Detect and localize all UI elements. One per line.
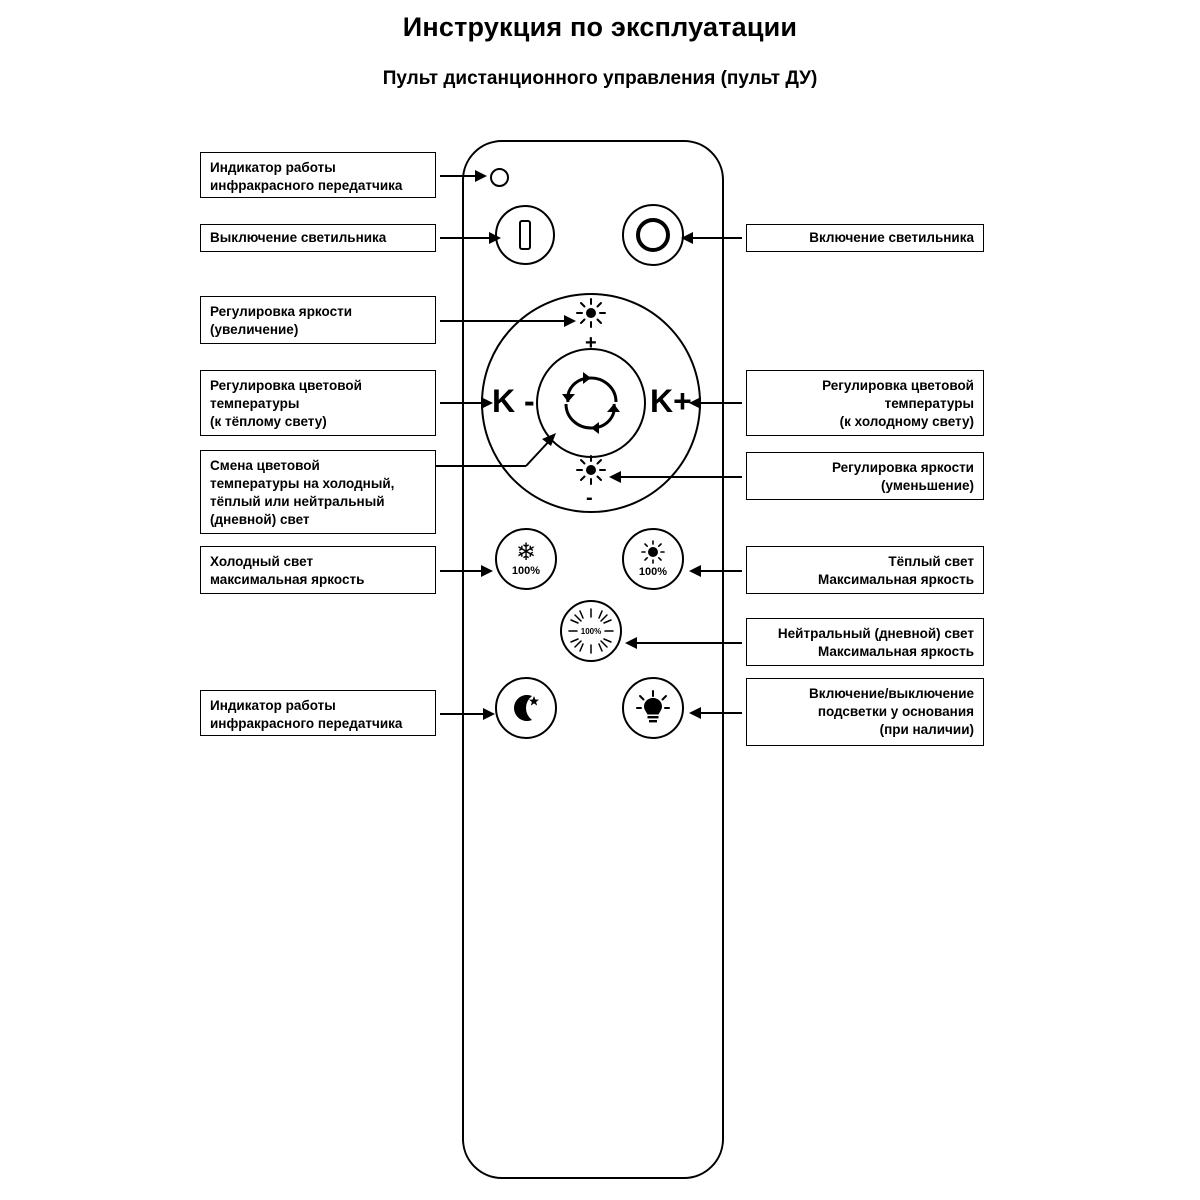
- arrow-neutral-max: [636, 642, 742, 644]
- arrow-cct-cool: [700, 402, 742, 404]
- arrow-cct-warm: [440, 402, 482, 404]
- page-subtitle: Пульт дистанционного управления (пульт ДУ): [382, 68, 818, 89]
- callout-night-mode: [200, 690, 436, 736]
- callout-cct-cool-line1: Регулировка цветовой: [822, 378, 974, 393]
- sun-down-icon[interactable]: [576, 455, 606, 485]
- callout-neutral-max-line1: Нейтральный (дневной) свет: [777, 626, 974, 641]
- callout-cct-cycle-line3: тёплый или нейтральный: [210, 493, 385, 509]
- callout-ir-indicator-line1: Индикатор работы: [210, 160, 336, 175]
- callout-cct-cool: [746, 370, 984, 436]
- power-on-icon: [636, 218, 670, 252]
- callout-power-off-label: Выключение светильника: [210, 230, 387, 246]
- callout-power-on: [746, 224, 984, 252]
- base-light-button[interactable]: [622, 677, 684, 739]
- callout-warm-max: [746, 546, 984, 594]
- bulb-icon: [634, 689, 672, 727]
- arrow-brightness-up: [440, 320, 565, 322]
- callout-cct-warm-line2: температуры: [210, 395, 300, 411]
- callout-cct-cycle-line1: Смена цветовой: [210, 458, 320, 473]
- cold-max-button[interactable]: [495, 528, 557, 590]
- snowflake-icon: ❄: [515, 539, 537, 566]
- neutral-max-percent: 100%: [580, 626, 602, 636]
- callout-warm-max-line2: Максимальная яркость: [818, 571, 974, 587]
- arrow-base-light: [700, 712, 742, 714]
- callout-cct-warm-line1: Регулировка цветовой: [210, 378, 362, 393]
- arrow-brightness-down: [620, 476, 742, 478]
- power-off-button[interactable]: [495, 205, 555, 265]
- warm-max-percent: 100%: [638, 566, 668, 578]
- callout-cct-warm: [200, 370, 436, 436]
- moon-icon: [508, 690, 544, 726]
- callout-cold-max: [200, 546, 436, 594]
- callout-ir-indicator: [200, 152, 436, 198]
- callout-brightness-down-line2: (уменьшение): [881, 477, 974, 493]
- callout-cold-max-line1: Холодный свет: [210, 554, 314, 569]
- callout-cct-warm-line3: (к тёплому свету): [210, 413, 327, 429]
- callout-brightness-up-line2: (увеличение): [210, 321, 299, 337]
- callout-cold-max-line2: максимальная яркость: [210, 571, 365, 587]
- callout-base-light-line3: (при наличии): [879, 721, 974, 737]
- night-mode-button[interactable]: [495, 677, 557, 739]
- sun-up-icon[interactable]: [576, 298, 606, 328]
- callout-neutral-max: [746, 618, 984, 666]
- callout-cct-cycle-line4: (дневной) свет: [210, 511, 310, 527]
- callout-night-mode-line1: Индикатор работы: [210, 698, 336, 713]
- warm-max-button[interactable]: [622, 528, 684, 590]
- callout-cct-cool-line3: (к холодному свету): [839, 413, 974, 429]
- callout-power-off: [200, 224, 436, 252]
- callout-cct-cycle: [200, 450, 436, 534]
- arrow-ir-indicator: [440, 175, 476, 177]
- callout-brightness-down: [746, 452, 984, 500]
- neutral-max-button[interactable]: [560, 600, 622, 662]
- callout-cct-cycle-line2: температуры на холодный,: [210, 475, 395, 491]
- arrow-cold-max: [440, 570, 482, 572]
- cold-max-percent: 100%: [511, 565, 541, 577]
- callout-base-light-line2: подсветки у основания: [817, 703, 974, 719]
- callout-cct-cool-line2: температуры: [884, 395, 974, 411]
- callout-warm-max-line1: Тёплый свет: [888, 554, 974, 569]
- arrow-night-mode: [440, 713, 484, 715]
- callout-power-on-label: Включение светильника: [809, 230, 974, 246]
- cct-warm-button[interactable]: K -: [492, 383, 535, 419]
- warm-sun-icon: [638, 540, 668, 566]
- arrow-warm-max: [700, 570, 742, 572]
- arrow-power-on: [692, 237, 742, 239]
- cct-cool-button[interactable]: K+: [650, 383, 692, 419]
- callout-brightness-down-line1: Регулировка яркости: [831, 460, 974, 475]
- callout-brightness-up-line1: Регулировка яркости: [210, 304, 353, 319]
- ir-indicator-icon: [490, 168, 509, 187]
- brightness-down-label: -: [586, 487, 593, 509]
- brightness-up-label: +: [585, 332, 597, 354]
- power-off-icon: [519, 220, 531, 250]
- callout-base-light: [746, 678, 984, 746]
- callout-base-light-line1: Включение/выключение: [809, 686, 974, 701]
- callout-ir-indicator-line2: инфракрасного передатчика: [210, 177, 403, 193]
- arrow-power-off: [440, 237, 490, 239]
- callout-brightness-up: [200, 296, 436, 344]
- arrow-cct-cycle: [434, 420, 574, 480]
- page-title: Инструкция по эксплуатации: [402, 12, 798, 42]
- power-on-button[interactable]: [622, 204, 684, 266]
- callout-neutral-max-line2: Максимальная яркость: [818, 643, 974, 659]
- callout-night-mode-line2: инфракрасного передатчика: [210, 715, 403, 731]
